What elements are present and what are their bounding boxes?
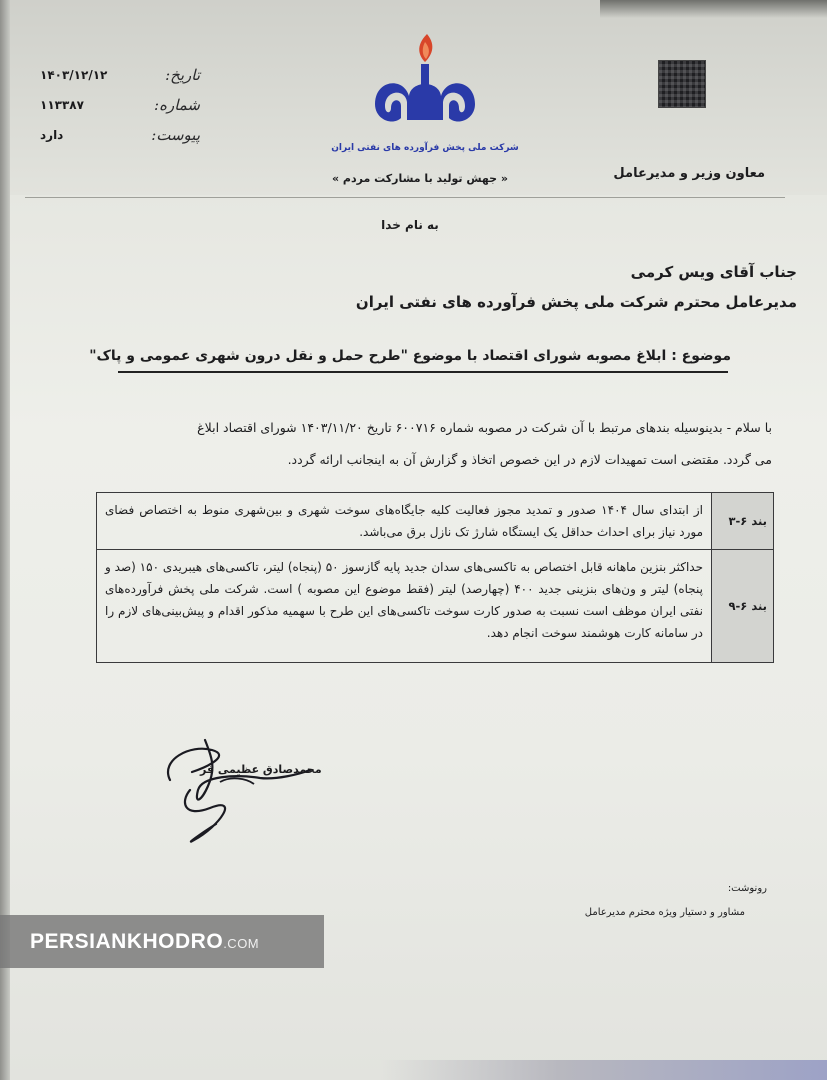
subject-underline: [118, 371, 728, 373]
deputy-title: معاون وزیر و مدیرعامل: [613, 166, 765, 181]
number-label: شماره:: [154, 96, 200, 114]
body-line-1: با سلام - بدینوسیله بندهای مرتبط با آن شرکت در مصوبه شماره ۶۰۰۷۱۶ تاریخ ۱۴۰۳/۱۱/۲۰ شورای اقتصاد ابلاغ: [197, 420, 772, 435]
attachment-label: پیوست:: [151, 126, 200, 144]
clause-text: حداکثر بنزین ماهانه قابل اختصاص به تاکسی‌های سدان جدید پایه گازسوز ۵۰ (پنجاه) لیتر، تاکسی‌های هیبریدی ۱۵۰ (صد و پنجاه) لیتر و ون‌های بنزینی جدید ۴۰۰ (چهارصد) لیتر (فقط موضوع این مصوبه ) است. شرکت ملی پخش فرآورده‌های نفتی ایران موظف است نسبت به صدور کارت سوخت تاکسی‌های این طرح با سهمیه مذکور اقدام و پیش‌بینی‌های لازم را در سامانه کارت هوشمند سوخت انجام دهد.: [105, 560, 704, 640]
logo-caption: شرکت ملی پخش فرآورده های نفتی ایران: [331, 143, 519, 153]
recipient-title: مدیرعامل محترم شرکت ملی پخش فرآورده های نفتی ایران: [355, 293, 797, 311]
number-row: [30, 96, 200, 122]
date-label: تاریخ:: [165, 66, 200, 84]
attachment-value: دارد: [40, 128, 64, 142]
signer-name: محمدصادق عظیمی فر: [200, 763, 322, 776]
clause-label-cell: [711, 550, 773, 662]
date-value: ۱۴۰۳/۱۲/۱۲: [40, 68, 108, 82]
clause-label: بند ۶-۹: [728, 599, 767, 613]
company-logo-icon: [331, 28, 519, 168]
clauses-table: [96, 492, 774, 663]
cc-label: رونوشت:: [727, 883, 767, 894]
clause-text: از ابتدای سال ۱۴۰۴ صدور و تمدید مجوز فعالیت کلیه جایگاه‌های سوخت شهری و بین‌شهری منوط به اختصاص فضای مورد نیاز برای احداث حداقل یک ایستگاه شارژ تک نازل برق می‌باشد.: [105, 503, 703, 539]
qr-code-icon: [658, 60, 706, 108]
bismillah: به نام خدا: [381, 218, 439, 232]
table-row: [97, 493, 773, 550]
cc-item: مشاور و دستیار ویژه محترم مدیرعامل: [584, 907, 745, 918]
number-value: ۱۱۳۳۸۷: [40, 98, 84, 112]
clause-label: بند ۶-۳: [728, 514, 767, 528]
top-shadow: [600, 0, 827, 18]
subject-line: موضوع : ابلاغ مصوبه شورای اقتصاد با موضوع "طرح حمل و نقل درون شهری عمومی و پاک": [89, 348, 731, 364]
clause-label-cell: [711, 493, 773, 549]
watermark-main: PERSIANKHODRO: [30, 930, 224, 953]
table-row: [97, 550, 773, 662]
watermark-banner: [0, 915, 324, 968]
slogan: « جهش تولید با مشارکت مردم »: [331, 172, 509, 185]
handwritten-signature: [150, 730, 330, 850]
attachment-row: [30, 126, 200, 152]
watermark-suffix: .COM: [223, 936, 260, 951]
body-line-2: می گردد. مقتضی است تمهیدات لازم در این خصوص اتخاذ و گزارش آن به اینجانب ارائه گردد.: [287, 452, 772, 467]
watermark-text: [30, 930, 259, 954]
header-divider: [25, 197, 785, 198]
bottom-blur-strip: [380, 1060, 827, 1080]
date-row: [30, 66, 200, 92]
recipient-name: جناب آقای ویس کرمی: [630, 263, 797, 281]
